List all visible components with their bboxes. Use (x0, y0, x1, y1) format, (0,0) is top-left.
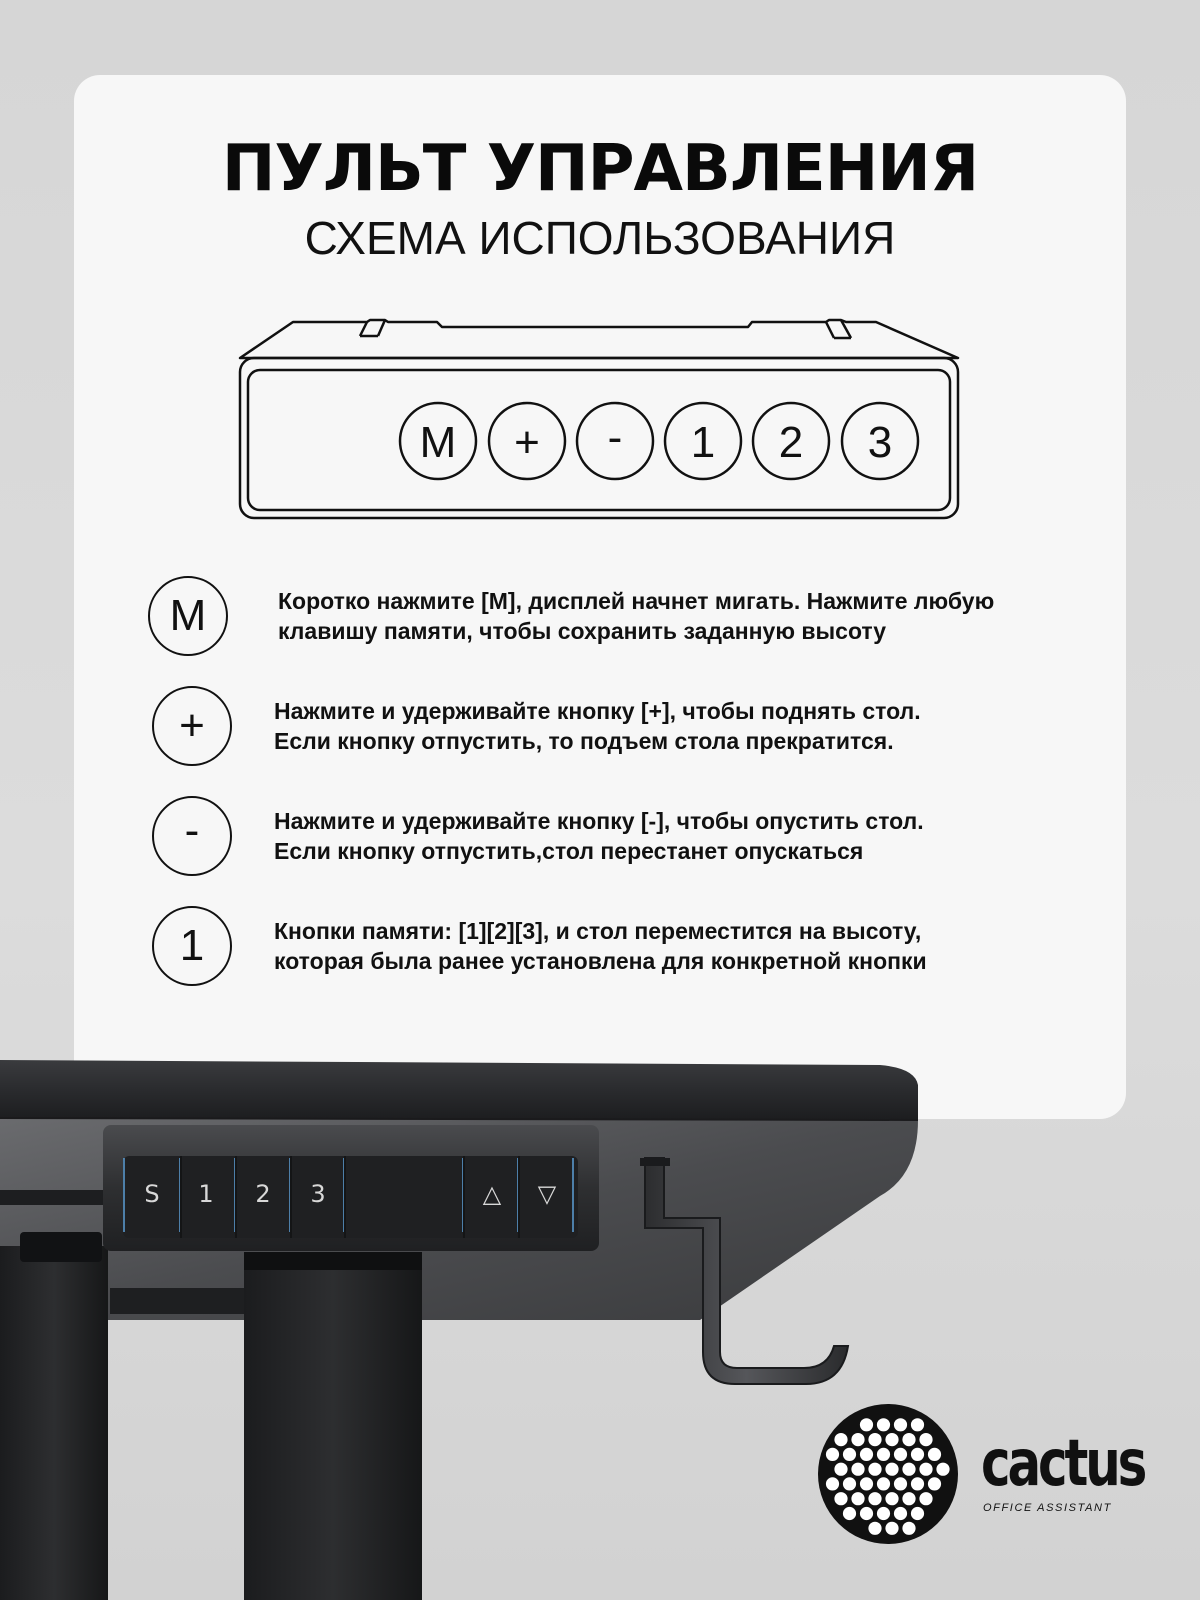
logo-dot (860, 1507, 873, 1520)
logo-dot (843, 1507, 856, 1520)
panel-button-2: 2 (255, 1180, 271, 1208)
logo-dot (868, 1492, 881, 1505)
logo-dot (877, 1448, 890, 1461)
logo-dot (868, 1433, 881, 1446)
panel-button-3: 3 (310, 1180, 326, 1208)
logo-dot (843, 1448, 856, 1461)
logo-dot (851, 1433, 864, 1446)
logo-dot (860, 1477, 873, 1490)
logo-dot (911, 1418, 924, 1431)
logo-dot (877, 1418, 890, 1431)
logo-dot (902, 1492, 915, 1505)
remote-key-m: M (419, 418, 457, 467)
logo-dot (868, 1463, 881, 1476)
legend-description-plus: Нажмите и удерживайте кнопку [+], чтобы поднять стол. Если кнопку отпустить, то подъем стола прекратится. (274, 698, 921, 754)
logo-dot (928, 1477, 941, 1490)
panel-button-down: ▽ (537, 1180, 557, 1208)
legend-key-m: M (148, 576, 228, 656)
logo-dot (919, 1433, 932, 1446)
remote-key-1: 1 (690, 418, 716, 467)
logo-dot (911, 1477, 924, 1490)
logo-dot (826, 1477, 839, 1490)
brand-name: cactus (981, 1427, 1145, 1501)
remote-key-minus: - (607, 413, 623, 462)
logo-dot (902, 1522, 915, 1535)
logo-dot (834, 1433, 847, 1446)
logo-dot (894, 1448, 907, 1461)
page-subtitle: СХЕМА ИСПОЛЬЗОВАНИЯ (304, 212, 896, 264)
logo-dot (894, 1507, 907, 1520)
logo-dot (885, 1463, 898, 1476)
logo-dot (834, 1463, 847, 1476)
panel-button-up: △ (482, 1180, 502, 1208)
logo-dot (843, 1477, 856, 1490)
logo-dot (868, 1522, 881, 1535)
logo-dot (919, 1492, 932, 1505)
logo-dot (851, 1463, 864, 1476)
logo-dot (860, 1448, 873, 1461)
logo-dot (911, 1448, 924, 1461)
panel-button-1: 1 (198, 1180, 214, 1208)
logo-dot (885, 1522, 898, 1535)
remote-key-plus: + (514, 418, 540, 467)
logo-dot (885, 1433, 898, 1446)
page-title: ПУЛЬТ УПРАВЛЕНИЯ (221, 132, 979, 206)
logo-dot (894, 1477, 907, 1490)
logo-dot (826, 1448, 839, 1461)
logo-dot (902, 1433, 915, 1446)
logo-dot (834, 1492, 847, 1505)
panel-button-s: S (144, 1180, 160, 1208)
legend-description-m: Коротко нажмите [M], дисплей начнет мигать. Нажмите любую клавишу памяти, чтобы сохранить заданную высоту (278, 588, 995, 644)
brand-tagline: OFFICE ASSISTANT (983, 1502, 1112, 1514)
legend-key-plus: + (152, 686, 232, 766)
logo-dot (928, 1448, 941, 1461)
legend-description-memory: Кнопки памяти: [1][2][3], и стол переместится на высоту, которая была ранее установлена для конкретной кнопки (274, 918, 927, 974)
logo-dot (919, 1463, 932, 1476)
logo-dot (911, 1507, 924, 1520)
logo-dot (902, 1463, 915, 1476)
logo-dot (936, 1463, 949, 1476)
logo-dot (885, 1492, 898, 1505)
logo-dot (877, 1477, 890, 1490)
logo-dot (877, 1507, 890, 1520)
remote-key-3: 3 (867, 418, 893, 467)
logo-dot (851, 1492, 864, 1505)
remote-key-2: 2 (778, 418, 804, 467)
legend-key-minus: - (152, 796, 232, 876)
legend-description-minus: Нажмите и удерживайте кнопку [-], чтобы опустить стол. Если кнопку отпустить,стол перестанет опускаться (274, 808, 924, 864)
legend-key-1: 1 (152, 906, 232, 986)
logo-dot (860, 1418, 873, 1431)
logo-dot (894, 1418, 907, 1431)
